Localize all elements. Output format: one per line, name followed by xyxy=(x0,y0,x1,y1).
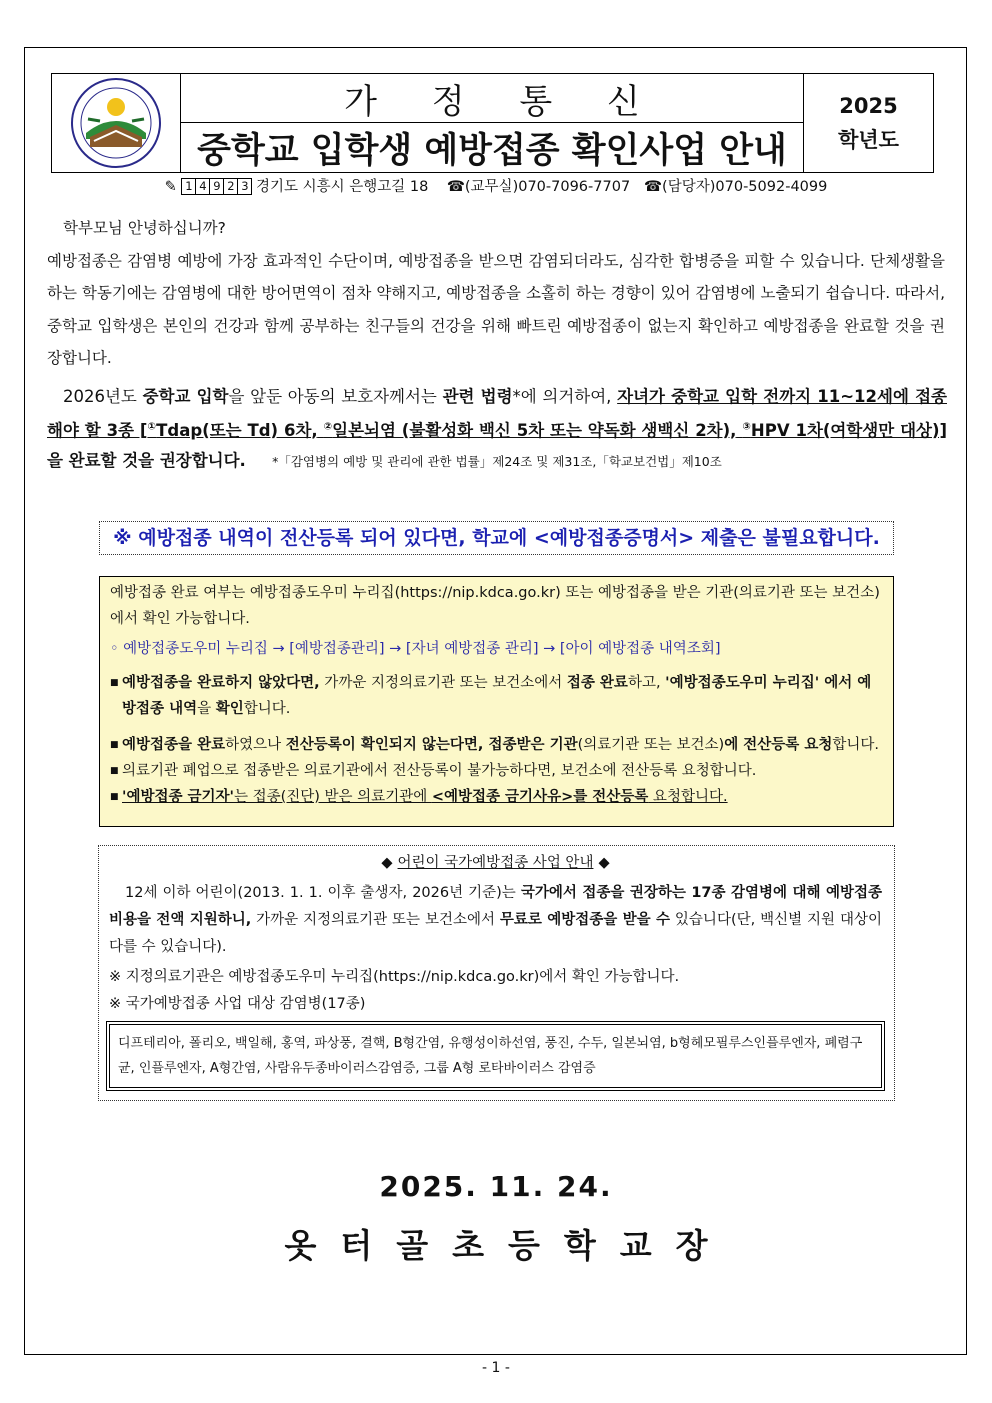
check-bullet xyxy=(110,670,883,722)
bullet-text: '예방접종도우미 누리집' 에서 예방접종 내역 xyxy=(122,675,872,717)
bullet-square-icon: ■ xyxy=(110,740,119,750)
recommend-target: 중학교 입학 xyxy=(142,387,229,406)
recommend-closing: 을 완료할 것을 권장합니다. xyxy=(47,450,246,470)
bullet-text: <예방접종 금기사유>를 전산등록 xyxy=(431,789,649,805)
bullet-square-icon: ■ xyxy=(110,792,119,802)
bullet-text: 하고, xyxy=(627,675,666,691)
national-vaccination-box xyxy=(98,845,895,1101)
bullet-text: 합니다. xyxy=(832,737,879,753)
support-text: 12세 이하 어린이(2013. 1. 1. 이후 출생자, 2026년 기준)는 xyxy=(125,885,521,901)
school-address: 경기도 시흥시 은행고길 18 xyxy=(256,179,429,195)
page-number: - 1 - xyxy=(482,1360,510,1376)
bullet-square-icon: ■ xyxy=(110,678,119,688)
check-intro: 예방접종 완료 여부는 예방접종도우미 누리집(https://nip.kdca.go.kr) 또는 예방접종을 받은 기관(의료기관 또는 보건소)에서 확인 가능합니다. xyxy=(110,585,880,627)
diamond-icon: ◆ xyxy=(381,855,393,871)
bullet-text: 가까운 지정의료기관 또는 보건소에서 xyxy=(319,675,567,691)
support-note: ※ 국가예방접종 사업 대상 감염병(17종) xyxy=(109,996,366,1012)
bullet-square-icon: ■ xyxy=(110,766,119,776)
bullet-text: '예방접종 금기자' xyxy=(122,789,234,805)
recommend-section xyxy=(47,382,947,477)
school-logo xyxy=(52,74,181,172)
check-bullet xyxy=(110,758,883,784)
vaccine-number: ① xyxy=(147,421,157,432)
zip-digit: 2 xyxy=(223,178,238,195)
support-body xyxy=(109,880,882,961)
newsletter-label: 가 정 통 신 xyxy=(181,74,803,123)
zip-digit: 9 xyxy=(209,178,224,195)
bullet-text: 전산등록이 확인되지 않는다면, 접종받은 기관 xyxy=(285,737,578,753)
support-title xyxy=(109,852,882,874)
vaccine-je: 일본뇌염 (불활성화 백신 5차 또는 약독화 생백신 2차), xyxy=(332,420,737,440)
recommend-law: 관련 법령 xyxy=(442,387,513,406)
vaccine-intro: 자녀가 중학교 입학 전까지 11~12세에 접종해야 할 3종 [ xyxy=(47,387,947,440)
bullet-text: 하였으나 xyxy=(225,737,286,753)
newsletter-header xyxy=(51,73,934,173)
zip-digit: 4 xyxy=(195,178,210,195)
bullet-text: 요청합니다. xyxy=(648,789,728,805)
vaccine-number: ③ xyxy=(742,421,751,432)
mail-icon: ✎ xyxy=(164,179,177,195)
greeting: 학부모님 안녕하십니까? xyxy=(63,219,226,237)
check-bullet xyxy=(110,784,883,810)
bullet-text: 는 접종(진단) 받은 의료기관에 xyxy=(233,789,432,805)
recommend-law-mark: *에 의거하여, xyxy=(512,387,612,406)
check-guide-box xyxy=(99,576,894,827)
vaccine-tdap: Tdap(또는 Td) 6차, xyxy=(156,420,318,440)
recommend-year: 2026년도 xyxy=(63,387,137,406)
bullet-text: 에 전산등록 요청 xyxy=(724,737,833,753)
bullet-text: 접종 완료 xyxy=(566,675,628,691)
office-phone: ☎(교무실)070-7096-7707 xyxy=(446,179,631,195)
check-bullet xyxy=(110,732,883,758)
check-path: ◦ 예방접종도우미 누리집 → [예방접종관리] → [자녀 예방접종 관리] → [아이 예방접종 내역조회] xyxy=(110,641,721,657)
bullet-text: 을 xyxy=(197,701,216,717)
support-text: 있습니다(단, 백신별 지원 대상이 다를 수 있습니다). xyxy=(109,912,882,955)
year-value: 2025 xyxy=(839,94,898,118)
support-text: 가까운 지정의료기관 또는 보건소에서 xyxy=(251,912,500,928)
vaccine-number: ② xyxy=(323,421,333,432)
disease-list: 디프테리아, 폴리오, 백일해, 홍역, 파상풍, 결핵, B형간염, 유행성이하선염, 풍진, 수두, 일본뇌염, b형헤모필루스인플루엔자, 폐렴구균, 인플루엔자, A형간염, 사람유두종바이러스감염증, 그룹 A형 로타바이러스 감염증 xyxy=(109,1024,882,1088)
bullet-text: 확인 xyxy=(215,701,244,717)
school-year xyxy=(804,74,933,172)
intro-body: 예방접종은 감염병 예방에 가장 효과적인 수단이며, 예방접종을 받으면 감염되더라도, 심각한 합병증을 피할 수 있습니다. 단체생활을 하는 학동기에는 감염병에 대한 방어면역이 점차 약해지고, 예방접종을 소홀히 하는 경향이 있어 감염병에 노출되기 쉽습니다. 따라서, 중학교 입학생은 본인의 건강과 함께 공부하는 친구들의 건강을 위해 빠트린 예방접종이 없는지 확인하고 예방접종을 완료할 것을 권장합니다. xyxy=(47,251,945,367)
school-contact xyxy=(0,175,992,196)
bullet-text: 예방접종을 완료하지 않았다면, xyxy=(122,675,320,691)
principal-signature: 옷터골초등학교장 xyxy=(284,1226,732,1265)
law-footnote: *「감염병의 예방 및 관리에 관한 법률」제24조 및 제31조,「학교보건법」제10조 xyxy=(272,453,722,469)
manager-phone: ☎(담당자)070-5092-4099 xyxy=(644,179,828,195)
recommend-text: 을 앞둔 아동의 보호자께서는 xyxy=(228,387,437,406)
support-title-text: 어린이 국가예방접종 사업 안내 xyxy=(397,855,594,871)
support-text: 국가에서 접종을 권장하는 17종 감염병에 대해 예방접종 비용을 전액 지원하니, xyxy=(109,885,882,928)
bullet-text: 합니다. xyxy=(243,701,291,717)
school-emblem-icon xyxy=(70,77,162,169)
issue-date: 2025. 11. 24. xyxy=(379,1170,613,1203)
support-note: ※ 지정의료기관은 예방접종도우미 누리집(https://nip.kdca.go.kr)에서 확인 가능합니다. xyxy=(109,969,680,985)
support-text: 무료로 예방접종을 받을 수 xyxy=(499,912,671,928)
bullet-text: 예방접종을 완료 xyxy=(122,737,226,753)
notice-banner: ※ 예방접종 내역이 전산등록 되어 있다면, 학교에 <예방접종증명서> 제출은 불필요합니다. xyxy=(99,521,894,555)
bullet-text: 의료기관 폐업으로 접종받은 의료기관에서 전산등록이 불가능하다면, 보건소에 전산등록 요청합니다. xyxy=(122,763,757,779)
vaccine-hpv: HPV 1차(여학생만 대상)] xyxy=(750,420,948,440)
zip-digit: 3 xyxy=(237,178,252,195)
intro-section xyxy=(47,212,945,375)
diamond-icon: ◆ xyxy=(598,855,610,871)
bullet-text: (의료기관 또는 보건소) xyxy=(577,737,725,753)
year-suffix: 학년도 xyxy=(838,128,899,152)
page-title: 중학교 입학생 예방접종 확인사업 안내 xyxy=(197,131,787,171)
zip-digit: 1 xyxy=(181,178,196,195)
